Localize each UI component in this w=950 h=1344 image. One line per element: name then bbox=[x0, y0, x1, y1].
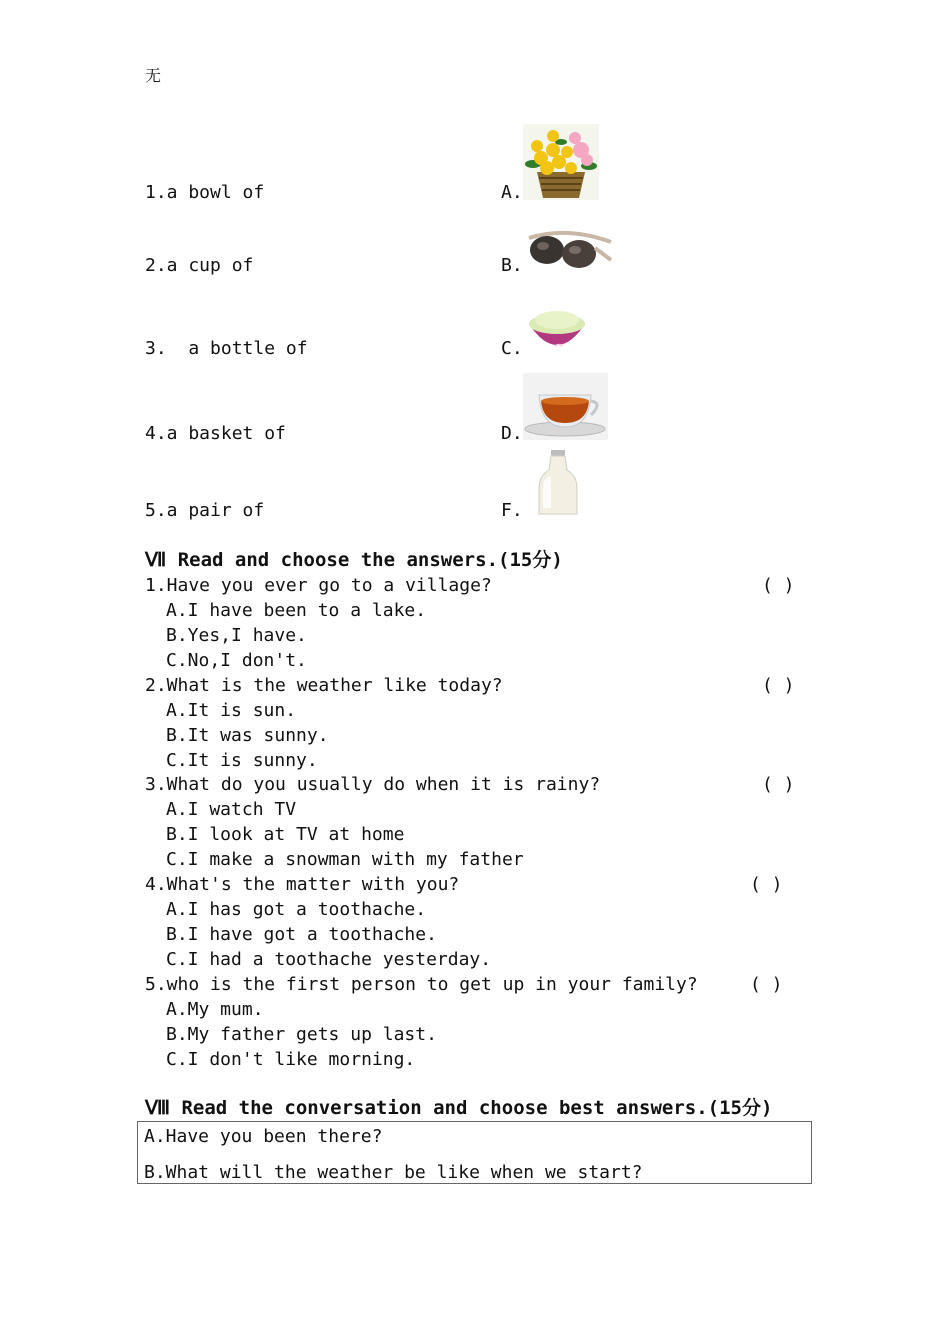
match-item-5: 5.a pair of bbox=[145, 500, 265, 521]
page-header: 无 bbox=[145, 66, 162, 85]
question-3: 3.What do you usually do when it is rainy? bbox=[145, 774, 601, 795]
match-letter-c: C. bbox=[501, 338, 523, 359]
question-2-option-a: A.It is sun. bbox=[166, 700, 297, 721]
question-3-option-c: C.I make a snowman with my father bbox=[166, 849, 524, 870]
answer-blank-1[interactable]: ( ) bbox=[762, 575, 795, 596]
bottle-of-milk-picture bbox=[523, 448, 593, 516]
question-4-option-b: B.I have got a toothache. bbox=[166, 924, 437, 945]
question-5: 5.who is the first person to get up in your family? bbox=[145, 974, 698, 995]
question-1-option-a: A.I have been to a lake. bbox=[166, 600, 427, 621]
match-letter-b: B. bbox=[501, 255, 523, 276]
match-letter-f: F. bbox=[501, 500, 523, 521]
section-7-heading: Ⅶ Read and choose the answers.(15分) bbox=[145, 549, 563, 571]
cup-of-tea-picture bbox=[523, 373, 608, 440]
answer-blank-5[interactable]: ( ) bbox=[750, 974, 783, 995]
question-1-option-c: C.No,I don't. bbox=[166, 650, 307, 671]
match-item-1: 1.a bowl of bbox=[145, 182, 265, 203]
answer-option-b: B.What will the weather be like when we start? bbox=[144, 1162, 643, 1183]
question-3-option-b: B.I look at TV at home bbox=[166, 824, 405, 845]
question-4-option-a: A.I has got a toothache. bbox=[166, 899, 427, 920]
question-4: 4.What's the matter with you? bbox=[145, 874, 460, 895]
match-letter-a: A. bbox=[501, 182, 523, 203]
answer-blank-4[interactable]: ( ) bbox=[750, 874, 783, 895]
question-1: 1.Have you ever go to a village? bbox=[145, 575, 492, 596]
question-3-option-a: A.I watch TV bbox=[166, 799, 297, 820]
answer-blank-3[interactable]: ( ) bbox=[762, 774, 795, 795]
question-5-option-c: C.I don't like morning. bbox=[166, 1049, 416, 1070]
bowl-of-rice-picture bbox=[525, 300, 589, 358]
match-item-3: 3. a bottle of bbox=[145, 338, 308, 359]
question-2-option-b: B.It was sunny. bbox=[166, 725, 329, 746]
flower-basket-picture bbox=[523, 124, 599, 200]
answer-blank-2[interactable]: ( ) bbox=[762, 675, 795, 696]
question-2: 2.What is the weather like today? bbox=[145, 675, 503, 696]
match-item-2: 2.a cup of bbox=[145, 255, 254, 276]
match-letter-d: D. bbox=[501, 423, 523, 444]
answer-options-box bbox=[137, 1121, 812, 1184]
section-8-heading: Ⅷ Read the conversation and choose best answers.(15分) bbox=[145, 1097, 773, 1119]
question-5-option-a: A.My mum. bbox=[166, 999, 264, 1020]
question-5-option-b: B.My father gets up last. bbox=[166, 1024, 437, 1045]
question-4-option-c: C.I had a toothache yesterday. bbox=[166, 949, 492, 970]
match-item-4: 4.a basket of bbox=[145, 423, 286, 444]
question-1-option-b: B.Yes,I have. bbox=[166, 625, 307, 646]
answer-option-a: A.Have you been there? bbox=[144, 1126, 383, 1147]
sunglasses-picture bbox=[527, 224, 613, 274]
question-2-option-c: C.It is sunny. bbox=[166, 750, 318, 771]
